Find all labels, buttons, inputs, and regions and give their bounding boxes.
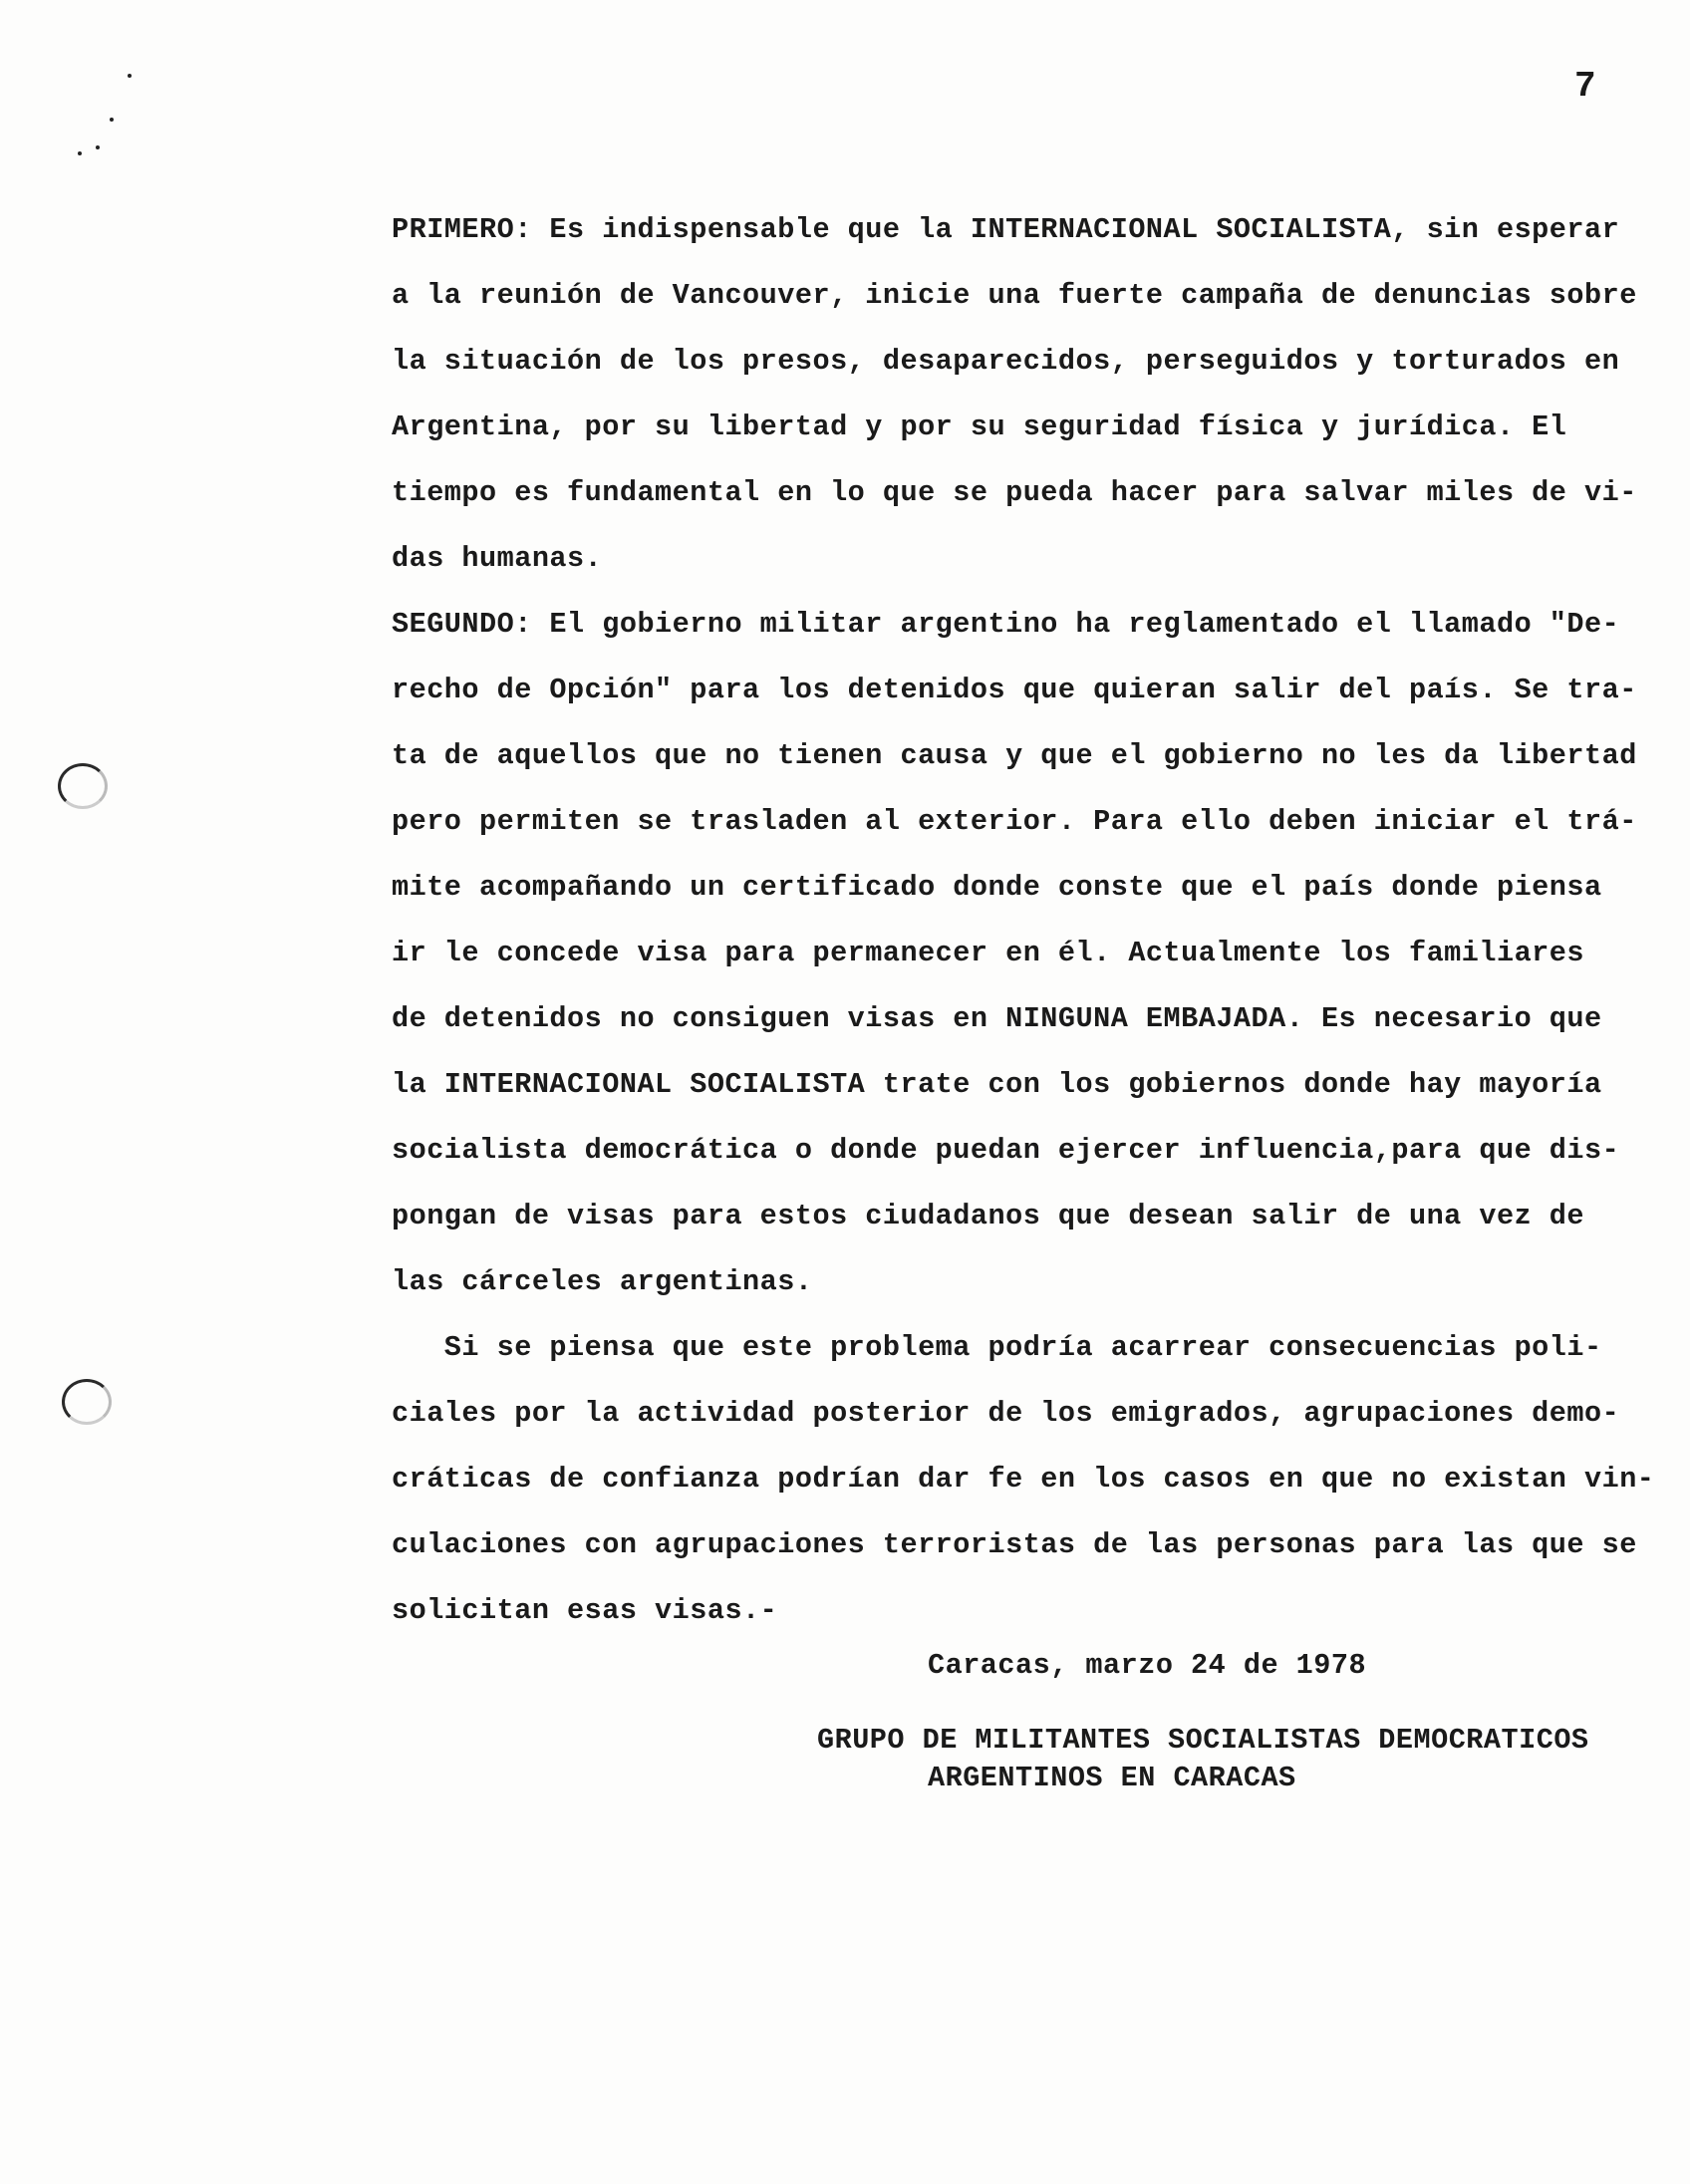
page-number: 7 xyxy=(1574,66,1596,107)
place-date: Caracas, marzo 24 de 1978 xyxy=(928,1649,1367,1682)
text-line: las cárceles argentinas. xyxy=(392,1265,813,1298)
text-line: la INTERNACIONAL SOCIALISTA trate con los gobiernos donde hay mayoría xyxy=(392,1068,1602,1101)
text-line: recho de Opción" para los detenidos que quieran salir del país. Se tra- xyxy=(392,674,1637,706)
text-line: ta de aquellos que no tienen causa y que el gobierno no les da libertad xyxy=(392,739,1637,772)
text-line: ciales por la actividad posterior de los emigrados, agrupaciones demo- xyxy=(392,1397,1620,1430)
text-line: socialista democrática o donde puedan ejercer influencia,para que dis- xyxy=(392,1134,1620,1167)
punch-hole xyxy=(62,1379,112,1425)
ink-speck xyxy=(128,74,132,78)
text-line: das humanas. xyxy=(392,542,603,575)
text-line: Si se piensa que este problema podría acarrear consecuencias poli- xyxy=(392,1331,1602,1364)
signatory-line: GRUPO DE MILITANTES SOCIALISTAS DEMOCRATICOS xyxy=(817,1724,1589,1757)
text-line: cráticas de confianza podrían dar fe en los casos en que no existan vin- xyxy=(392,1463,1655,1496)
text-line: de detenidos no consiguen visas en NINGUNA EMBAJADA. Es necesario que xyxy=(392,1002,1602,1035)
text-line: ir le concede visa para permanecer en él. Actualmente los familiares xyxy=(392,937,1584,969)
text-line: Argentina, por su libertad y por su seguridad física y jurídica. El xyxy=(392,410,1567,443)
text-line: la situación de los presos, desaparecidos, perseguidos y torturados en xyxy=(392,345,1620,378)
signature-block xyxy=(817,1646,1634,1797)
text-line: PRIMERO: Es indispensable que la INTERNACIONAL SOCIALISTA, sin esperar xyxy=(392,213,1620,246)
ink-speck xyxy=(96,145,100,149)
text-line: tiempo es fundamental en lo que se pueda hacer para salvar miles de vi- xyxy=(392,476,1637,509)
text-line: solicitan esas visas.- xyxy=(392,1594,778,1627)
text-line: SEGUNDO: El gobierno militar argentino ha reglamentado el llamado "De- xyxy=(392,608,1620,641)
text-line: pongan de visas para estos ciudadanos que desean salir de una vez de xyxy=(392,1200,1584,1232)
punch-hole xyxy=(58,763,108,809)
ink-speck xyxy=(78,151,82,155)
ink-speck xyxy=(110,118,114,122)
text-line: pero permiten se trasladen al exterior. Para ello deben iniciar el trá- xyxy=(392,805,1637,838)
text-line: culaciones con agrupaciones terroristas de las personas para las que se xyxy=(392,1528,1637,1561)
signatory-line: ARGENTINOS EN CARACAS xyxy=(928,1762,1296,1794)
text-line: mite acompañando un certificado donde conste que el país donde piensa xyxy=(392,871,1602,904)
text-line: a la reunión de Vancouver, inicie una fuerte campaña de denuncias sobre xyxy=(392,279,1637,312)
body-text xyxy=(392,197,1683,1644)
